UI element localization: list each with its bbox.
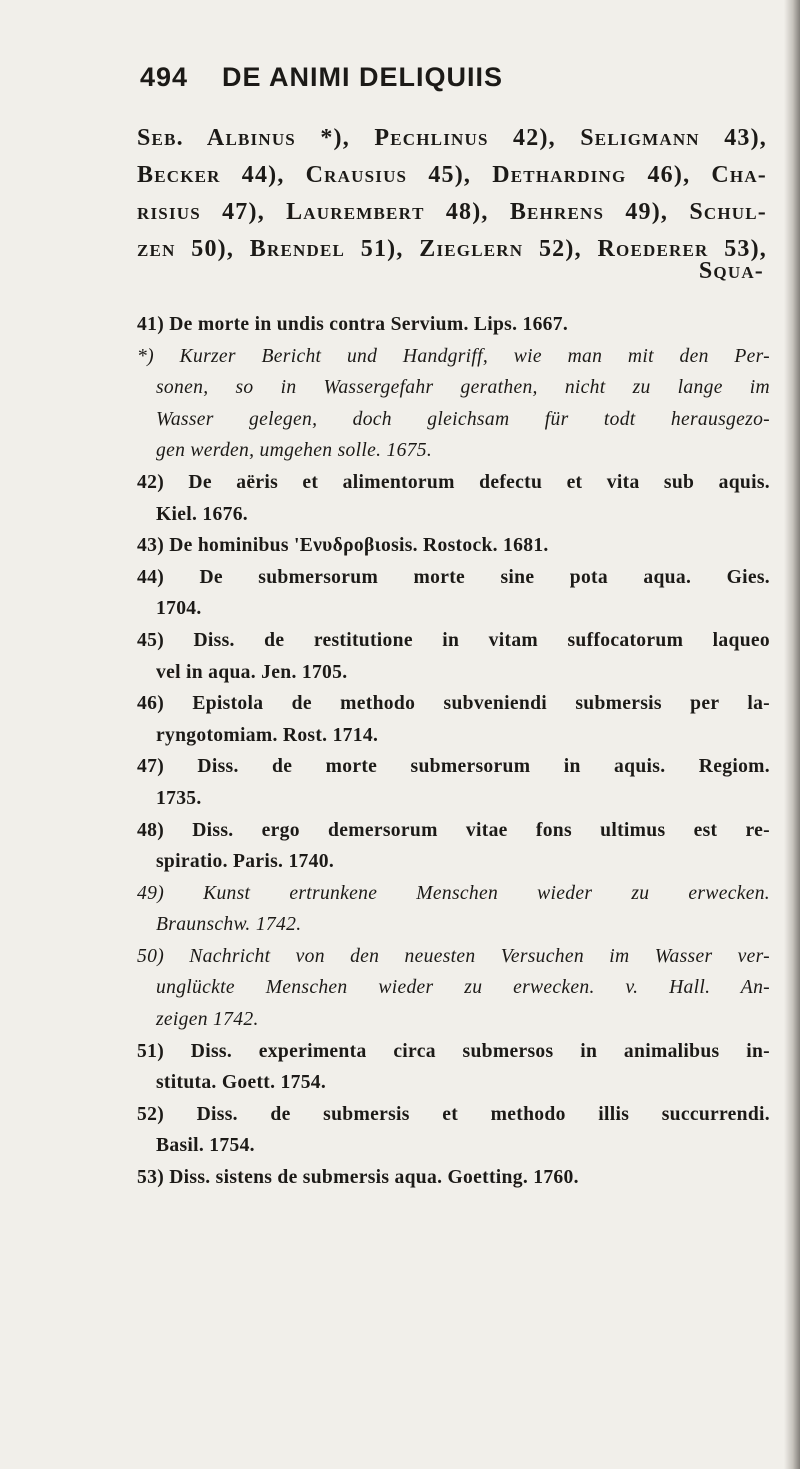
footnote-43 [137,530,770,562]
page-header [140,62,760,102]
footnote-49 [137,878,770,941]
footnote-line: gen werden, umgehen solle. 1675. [156,440,433,462]
footnote-51 [137,1036,770,1099]
footnote-line: 41) De morte in undis contra Servium. Lips. 1667. [137,314,569,335]
footnote-50 [137,941,770,1036]
footnote-line: zeigen 1742. [156,1009,259,1031]
catchword: Squa- [698,258,764,284]
footnote-line: *) Kurzer Bericht und Handgriff, wie man mit den Per- [137,345,770,367]
footnote-line: 45) Diss. de restitutione in vitam suffocatorum laqueo [137,629,770,651]
footnote-42 [137,467,770,530]
body-text [137,120,767,268]
footnote-41 [137,309,770,341]
page-number: 494 [140,62,189,92]
footnote-44 [137,562,770,625]
footnote-line: 49) Kunst ertrunkene Menschen wieder zu erwecken. [137,882,770,904]
footnote-46 [137,688,770,751]
footnote-line: 43) De hominibus 'Ενυδροβιοsis. Rostock. 1681. [137,535,549,557]
footnote-line: stituta. Goett. 1754. [156,1072,327,1094]
footnote-52 [137,1099,770,1162]
footnotes [137,309,770,1194]
footnote-line: 47) Diss. de morte submersorum in aquis. Regiom. [137,756,770,778]
body-line: risius 47), Lauremberт 48), Behrens 49), Schul- [137,199,767,225]
running-head: DE ANIMI DELIQUIIS [222,62,504,92]
footnote-47 [137,751,770,814]
body-line: Becker 44), Crausius 45), Dетнarding 46), Cha- [137,162,767,188]
footnote-star [137,341,770,467]
footnote-line: 53) Diss. sistens de submersis aqua. Goetting. 1760. [137,1167,579,1189]
footnote-line: 48) Diss. ergo demersorum vitae fons ultimus est re- [137,819,770,841]
footnote-line: 1735. [156,787,202,809]
footnote-48 [137,815,770,878]
page-edge-shadow [784,0,800,1469]
footnote-line: 42) De aëris et alimentorum defectu et vita sub aquis. [137,471,770,493]
footnote-line: Wasser gelegen, doch gleichsam für todt herausgezo- [156,408,770,430]
footnote-line: 50) Nachricht von den neuesten Versuchen im Wasser ver- [137,945,770,967]
footnote-53 [137,1162,770,1194]
footnote-line: 51) Diss. experimenta circa submersos in animalibus in- [137,1040,770,1062]
footnote-line: Kiel. 1676. [156,503,249,525]
footnote-line: Basil. 1754. [156,1135,255,1157]
footnote-45 [137,625,770,688]
footnote-line: vel in aqua. Jen. 1705. [156,661,348,683]
footnote-line: 44) De submersorum morte sine pota aqua. Gies. [137,566,770,588]
body-line: Seb. Albinus *), Pechlinus 42), Seligmann 43), [137,125,767,151]
footnote-line: sonen, so in Wassergefahr gerathen, nicht zu lange im [156,377,770,399]
body-line: zen 50), Brendel 51), Zieglern 52), Roederer 53), [137,236,767,262]
footnote-line: unglückte Menschen wieder zu erwecken. v. Hall. An- [156,977,770,999]
footnote-line: ryngotomiam. Rost. 1714. [156,724,379,746]
footnote-line: 1704. [156,598,202,620]
footnote-line: Braunschw. 1742. [156,914,302,936]
footnote-line: 52) Diss. de submersis et methodo illis succurrendi. [137,1103,770,1125]
footnote-line: 46) Epistola de methodo subveniendi submersis per la- [137,693,770,715]
footnote-line: spiratio. Paris. 1740. [156,851,335,873]
